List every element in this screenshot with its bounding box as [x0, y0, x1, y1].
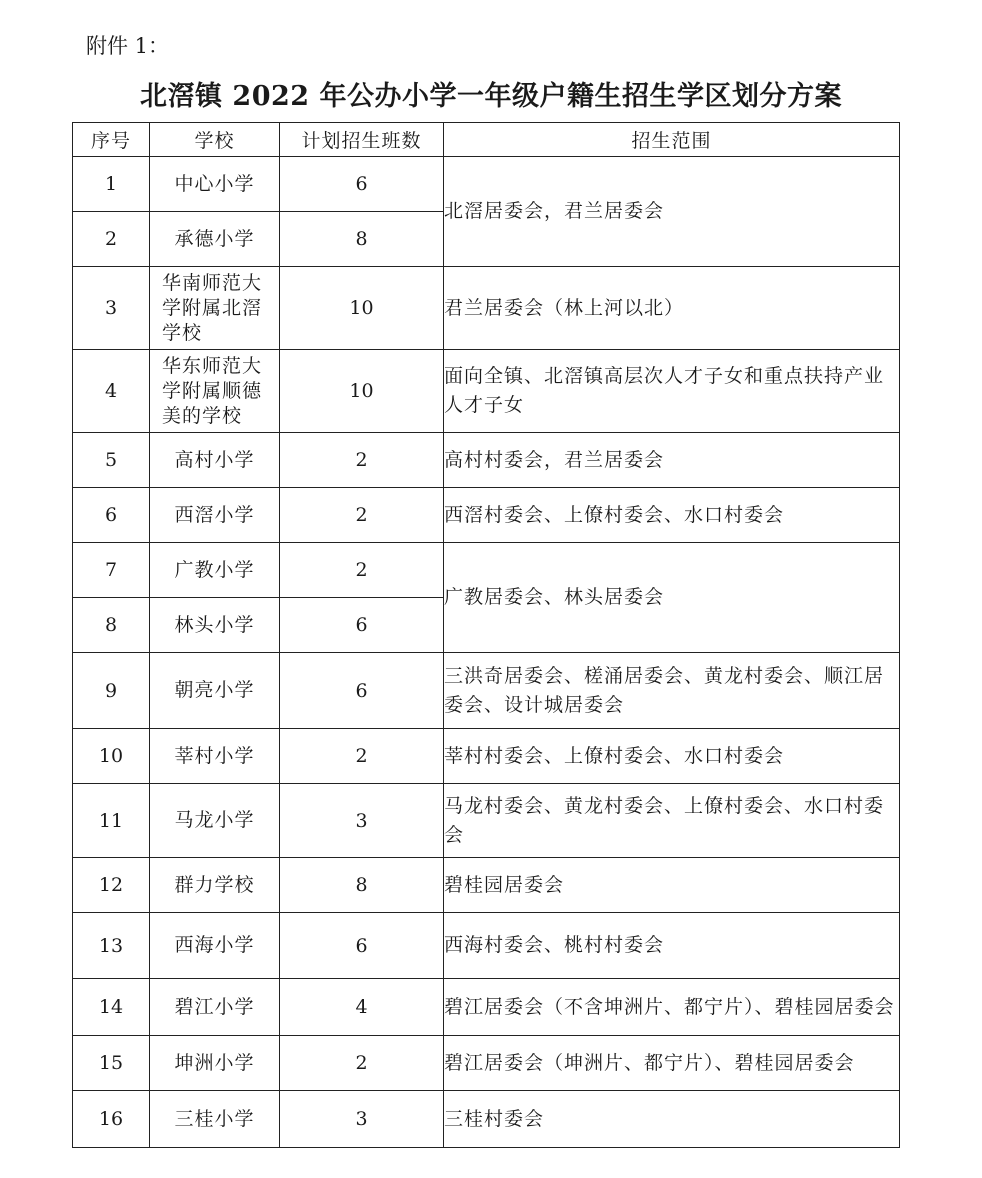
- row-range: 三洪奇居委会、槎涌居委会、黄龙村委会、顺江居委会、设计城居委会: [444, 653, 900, 729]
- row-range: 马龙村委会、黄龙村委会、上僚村委会、水口村委会: [444, 784, 900, 858]
- row-no: 12: [73, 858, 150, 913]
- row-school: 高村小学: [150, 433, 280, 488]
- row-range: 碧江居委会（坤洲片、都宁片）、碧桂园居委会: [444, 1036, 900, 1091]
- row-classes: 3: [280, 784, 444, 858]
- row-school: 华南师范大学附属北滘学校: [150, 267, 280, 350]
- row-no: 3: [73, 267, 150, 350]
- table-row: [73, 433, 900, 488]
- row-no: 4: [73, 350, 150, 433]
- header-range: 招生范围: [444, 123, 900, 157]
- row-no: 11: [73, 784, 150, 858]
- table-row: [73, 1036, 900, 1091]
- row-classes: 2: [280, 433, 444, 488]
- school-district-table: [72, 122, 900, 1148]
- table-row: [73, 350, 900, 433]
- row-school: 坤洲小学: [150, 1036, 280, 1091]
- row-classes: 10: [280, 267, 444, 350]
- row-range: 碧桂园居委会: [444, 858, 900, 913]
- header-school: 学校: [150, 123, 280, 157]
- row-classes: 6: [280, 157, 444, 212]
- row-classes: 3: [280, 1091, 444, 1148]
- row-range: 君兰居委会（林上河以北）: [444, 267, 900, 350]
- row-range: 广教居委会、林头居委会: [444, 543, 900, 653]
- row-no: 7: [73, 543, 150, 598]
- table-row: [73, 543, 900, 598]
- row-school: 华东师范大学附属顺德美的学校: [150, 350, 280, 433]
- table-row: [73, 488, 900, 543]
- row-school: 西滘小学: [150, 488, 280, 543]
- row-no: 2: [73, 212, 150, 267]
- row-classes: 2: [280, 729, 444, 784]
- header-classes: 计划招生班数: [280, 123, 444, 157]
- row-classes: 2: [280, 1036, 444, 1091]
- table-row: [73, 729, 900, 784]
- row-no: 9: [73, 653, 150, 729]
- header-no: 序号: [73, 123, 150, 157]
- row-school: 三桂小学: [150, 1091, 280, 1148]
- row-classes: 8: [280, 212, 444, 267]
- row-school: 西海小学: [150, 913, 280, 979]
- row-school: 中心小学: [150, 157, 280, 212]
- row-school: 林头小学: [150, 598, 280, 653]
- row-no: 16: [73, 1091, 150, 1148]
- table-row: [73, 858, 900, 913]
- attachment-label: 附件 1：: [86, 34, 170, 58]
- row-no: 1: [73, 157, 150, 212]
- document-title: 北滘镇 2022 年公办小学一年级户籍生招生学区划分方案: [140, 81, 842, 112]
- row-range: 莘村村委会、上僚村委会、水口村委会: [444, 729, 900, 784]
- row-school: 群力学校: [150, 858, 280, 913]
- row-no: 5: [73, 433, 150, 488]
- row-school: 马龙小学: [150, 784, 280, 858]
- row-classes: 2: [280, 488, 444, 543]
- row-range: 西海村委会、桃村村委会: [444, 913, 900, 979]
- row-school: 广教小学: [150, 543, 280, 598]
- row-range: 三桂村委会: [444, 1091, 900, 1148]
- table-row: [73, 1091, 900, 1148]
- table-row: [73, 913, 900, 979]
- row-range: 西滘村委会、上僚村委会、水口村委会: [444, 488, 900, 543]
- row-classes: 8: [280, 858, 444, 913]
- table-row: [73, 267, 900, 350]
- row-no: 8: [73, 598, 150, 653]
- row-range: 高村村委会，君兰居委会: [444, 433, 900, 488]
- table-row: [73, 157, 900, 212]
- row-range: 北滘居委会，君兰居委会: [444, 157, 900, 267]
- row-no: 6: [73, 488, 150, 543]
- row-school: 碧江小学: [150, 979, 280, 1036]
- row-school: 莘村小学: [150, 729, 280, 784]
- row-classes: 2: [280, 543, 444, 598]
- row-no: 10: [73, 729, 150, 784]
- row-classes: 6: [280, 598, 444, 653]
- table-header-row: [73, 123, 900, 157]
- table-row: [73, 979, 900, 1036]
- row-range: 碧江居委会（不含坤洲片、都宁片）、碧桂园居委会: [444, 979, 900, 1036]
- row-no: 13: [73, 913, 150, 979]
- table-row: [73, 784, 900, 858]
- row-classes: 6: [280, 913, 444, 979]
- row-classes: 6: [280, 653, 444, 729]
- row-classes: 10: [280, 350, 444, 433]
- row-classes: 4: [280, 979, 444, 1036]
- row-school: 承德小学: [150, 212, 280, 267]
- row-range: 面向全镇、北滘镇高层次人才子女和重点扶持产业人才子女: [444, 350, 900, 433]
- table-row: [73, 653, 900, 729]
- row-no: 15: [73, 1036, 150, 1091]
- row-no: 14: [73, 979, 150, 1036]
- row-school: 朝亮小学: [150, 653, 280, 729]
